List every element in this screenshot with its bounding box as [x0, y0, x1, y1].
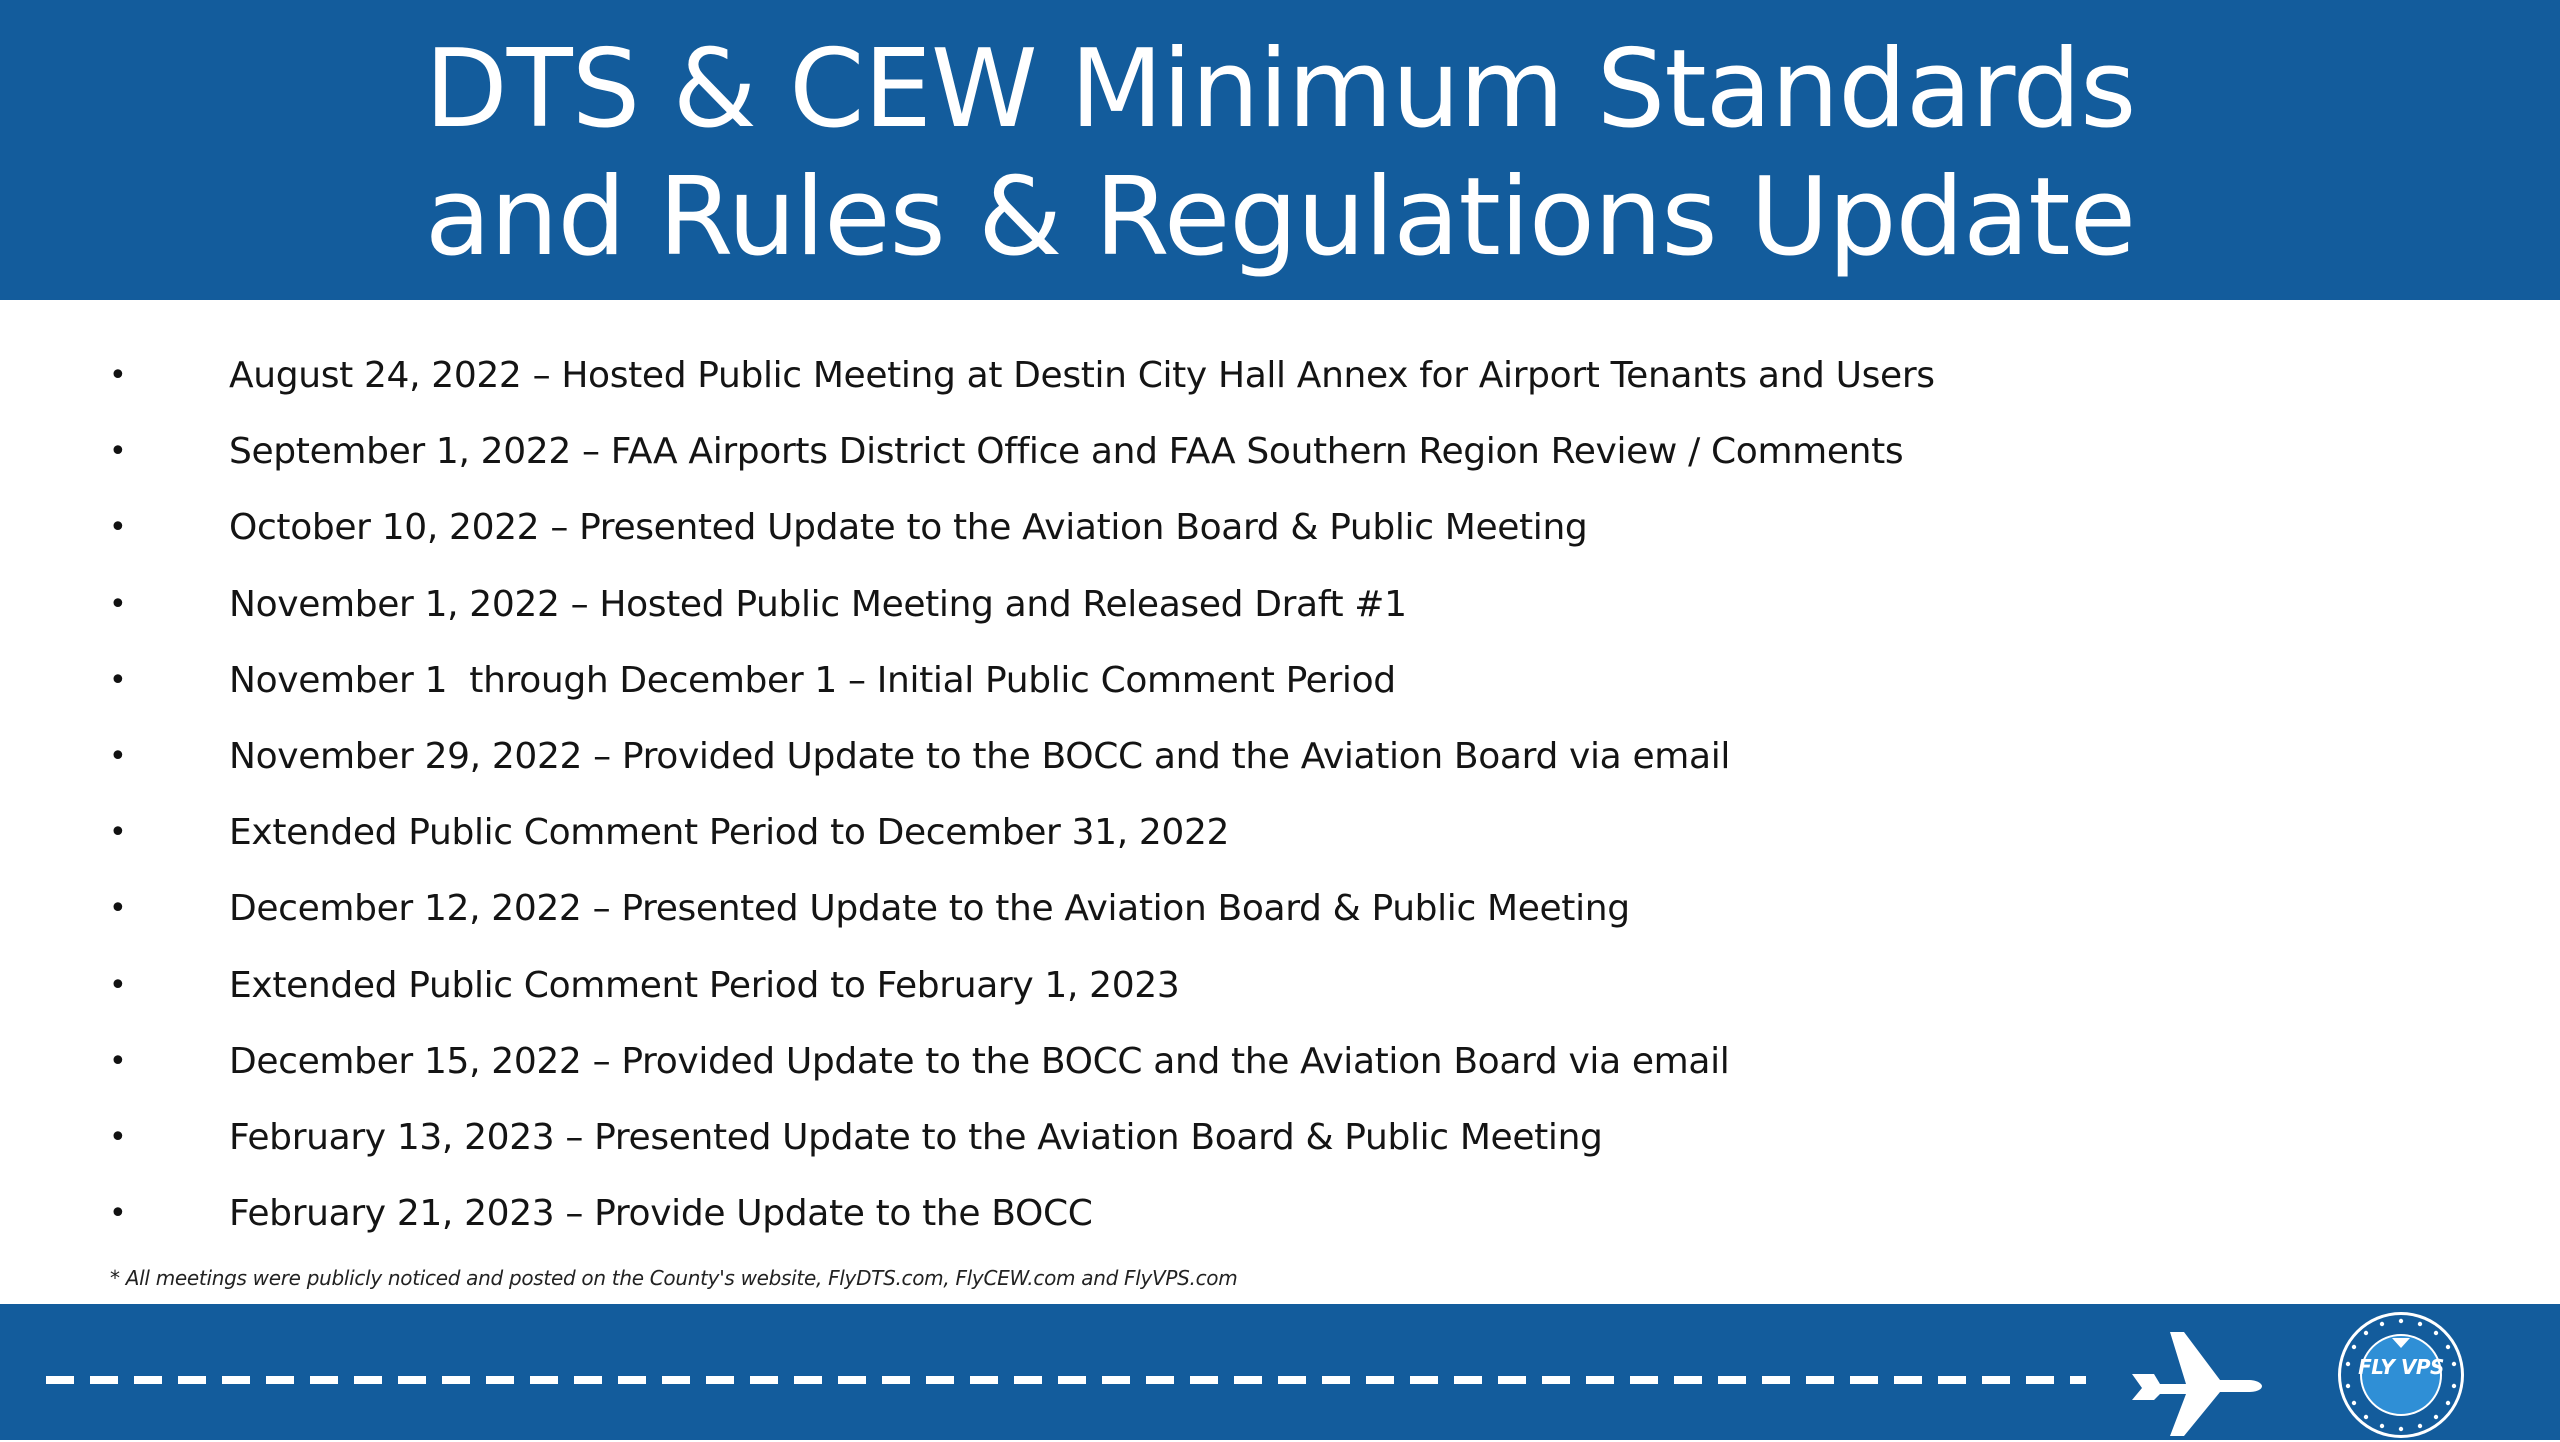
list-item-text: November 1, 2022 – Hosted Public Meeting and Released Draft #1: [229, 583, 1407, 625]
slide-title-line-1: DTS & CEW Minimum Standards: [424, 27, 2136, 152]
list-item: [0, 430, 2560, 506]
list-item-text: December 12, 2022 – Presented Update to the Aviation Board & Public Meeting: [229, 888, 1630, 930]
bullet-icon: •: [109, 891, 127, 927]
list-item: [0, 583, 2560, 659]
logo-center-text: FLY VPS: [2358, 1355, 2444, 1379]
list-item-text: November 1 through December 1 – Initial Public Comment Period: [229, 659, 1396, 701]
list-item-text: February 21, 2023 – Provide Update to the BOCC: [229, 1193, 1093, 1235]
footer-banner: [0, 1304, 2560, 1440]
list-item: [0, 735, 2560, 811]
list-item: [0, 811, 2560, 887]
footnote: * All meetings were publicly noticed and posted on the County's website, FlyDTS.com, FlyCEW.com and FlyVPS.com: [110, 1266, 1238, 1290]
slide-title-line-2: and Rules & Regulations Update: [424, 155, 2136, 280]
bullet-icon: •: [109, 1043, 127, 1079]
bullet-icon: •: [109, 738, 127, 774]
fly-vps-logo: [2334, 1308, 2468, 1442]
bullet-icon: •: [109, 434, 127, 470]
bullet-icon: •: [109, 358, 127, 393]
bullet-icon: •: [109, 510, 127, 546]
bullet-icon: •: [109, 586, 127, 622]
list-item-text: September 1, 2022 – FAA Airports District Office and FAA Southern Region Review / Comments: [229, 431, 1904, 473]
list-item-text: Extended Public Comment Period to February 1, 2023: [229, 964, 1180, 1006]
list-item-text: December 15, 2022 – Provided Update to the BOCC and the Aviation Board via email: [229, 1040, 1730, 1082]
airplane-icon: [2124, 1322, 2264, 1440]
bullet-icon: •: [109, 815, 127, 851]
list-item: [0, 659, 2560, 735]
timeline-list: [0, 354, 2560, 1268]
title-banner: [0, 0, 2560, 300]
list-item: [0, 354, 2560, 430]
list-item-text: Extended Public Comment Period to December 31, 2022: [229, 812, 1230, 854]
list-item: [0, 1040, 2560, 1116]
list-item: [0, 887, 2560, 963]
dashed-flight-path: [46, 1376, 2086, 1384]
bullet-icon: •: [109, 662, 127, 698]
bullet-icon: •: [109, 1196, 127, 1232]
list-item: [0, 964, 2560, 1040]
list-item: [0, 1192, 2560, 1268]
list-item: [0, 1116, 2560, 1192]
list-item-text: October 10, 2022 – Presented Update to the Aviation Board & Public Meeting: [229, 507, 1588, 549]
list-item-text: November 29, 2022 – Provided Update to the BOCC and the Aviation Board via email: [229, 735, 1730, 777]
list-item: [0, 506, 2560, 582]
list-item-text: February 13, 2023 – Presented Update to the Aviation Board & Public Meeting: [229, 1116, 1603, 1158]
list-item-text: August 24, 2022 – Hosted Public Meeting at Destin City Hall Annex for Airport Tenants and Users: [229, 355, 1935, 396]
bullet-icon: •: [109, 967, 127, 1003]
bullet-icon: •: [109, 1119, 127, 1155]
